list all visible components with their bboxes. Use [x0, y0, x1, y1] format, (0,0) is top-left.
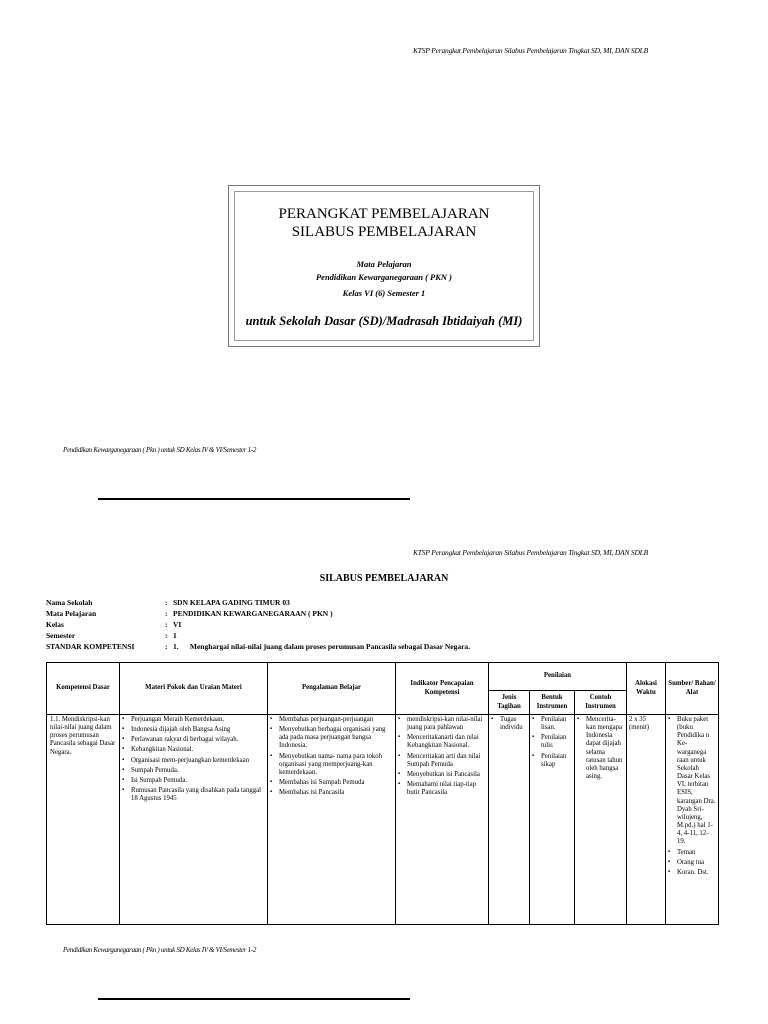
- list-item: ▪ Organisasi mem-perjuangkan kemerdekaan: [131, 757, 265, 765]
- col-header-bentuk: Bentuk Instrumen: [530, 691, 575, 715]
- cover-box: [228, 185, 540, 347]
- cover-school-type: untuk Sekolah Dasar (SD)/Madrasah Ibtidaiyah (MI): [245, 314, 523, 328]
- col-header-penilaian: Penilaian: [489, 663, 627, 691]
- list-item: ▪ Membahas perjuangan-perjuangan: [279, 716, 393, 724]
- list-item: ▪ Membahas isi Sumpah Pemuda: [279, 779, 393, 787]
- col-header-contoh: Contoh Instrumen: [575, 691, 627, 715]
- list-item: ▪ Mencerita-kan mengapa Indonesia dapat dijajah selama ratusan tahun oleh bangsa asing.: [586, 716, 624, 781]
- list-item: ▪ Tugas individu: [500, 716, 527, 732]
- info-sep: :: [165, 631, 168, 640]
- list-item: ▪ Sumpah Pemuda.: [131, 767, 265, 775]
- cell-contoh: [575, 715, 627, 925]
- col-header-indikator: Indikator Pencapaian Kompetensi: [396, 663, 489, 715]
- info-sep: :: [165, 609, 168, 618]
- list-item: ▪ Koran. Dst.: [677, 869, 716, 877]
- list-item: ▪ Penilaian lisan.: [541, 716, 572, 732]
- col-header-sumber: Sumber/ Bahan/ Alat: [666, 663, 719, 715]
- list-item: ▪ Perlawanan rakyat di berbagai wilayah.: [131, 736, 265, 744]
- page-header: KTSP Perangkat Pembelajaran Silabus Pembelajaran Tingkat SD, MI, DAN SDLB: [413, 548, 649, 557]
- list-item: ▪ Menyebutkan berbagai organisasi yang ada pada masa perjuangan bangsa Indonesia.: [279, 726, 393, 750]
- cell-bentuk: [530, 715, 575, 925]
- cover-subject-label: Mata Pelajaran: [356, 259, 412, 269]
- list-item: ▪ Buku paket (buku Pendidika n Ke-warganega raan untuk Sekolah Dasar Kelas VI, terbitan ESIS, karangan Dra. Dyah Sri-wilujeng, M.pd.) hal 1-4, 4-11, 12-19.: [677, 716, 716, 847]
- syllabus-table: [46, 662, 719, 925]
- info-value-subject: PENDIDIKAN KEWARGANEGARAAN ( PKN ): [173, 609, 333, 618]
- cell-materi: [120, 715, 268, 925]
- info-sep: :: [165, 620, 168, 629]
- list-item: ▪ Indonesia dijajah oleh Bangsa Asing: [131, 726, 265, 734]
- cell-alokasi: 2 x 35 (menit): [627, 715, 666, 925]
- cell-sumber: [666, 715, 719, 925]
- cover-title-line1: PERANGKAT PEMBELAJARAN: [278, 206, 490, 222]
- list-item: ▪ Kebangkitan Nasional.: [131, 746, 265, 754]
- list-item: ▪ Perjuangan Meraih Kemerdekaan.: [131, 716, 265, 724]
- info-value-school: SDN KELAPA GADING TIMUR 03: [173, 598, 290, 607]
- info-label-class: Kelas: [46, 620, 64, 629]
- list-item: ▪ Penilaian tulis: [541, 734, 572, 750]
- cover-title-line2: SILABUS PEMBELAJARAN: [291, 224, 477, 240]
- info-value-standard: 1. Menghargai nilai-nilai juang dalam proses perumusan Pancasila sebagai Dasar Negara.: [173, 642, 471, 651]
- cell-jenis: [489, 715, 530, 925]
- list-item: ▪ mendiskripsi-kan nilai-nilai juang para pahlawan: [407, 716, 486, 732]
- list-item: ▪ Menyebutkan nama- nama para tokoh organisasi yang memperjuang-kan kemerdekaan.: [279, 753, 393, 777]
- footer-rule: [98, 998, 410, 1000]
- info-label-semester: Semester: [46, 631, 76, 640]
- col-header-materi: Materi Pokok dan Uraian Materi: [120, 663, 268, 715]
- col-header-alokasi: Alokasi Waktu: [627, 663, 666, 715]
- list-item: ▪ Menyebutkan isi Pancasila: [407, 771, 486, 779]
- footer-rule: [98, 498, 410, 500]
- cell-indikator: [396, 715, 489, 925]
- list-item: ▪ Rumusan Pancasila yang disahkan pada tanggal 18 Agustus 1945: [131, 787, 265, 803]
- cell-pengalaman: [268, 715, 396, 925]
- list-item: ▪ Menceritakan arti dan nilai Sumpah Pemuda: [407, 753, 486, 769]
- info-label-school: Nama Sekolah: [46, 598, 93, 607]
- info-label-standard: STANDAR KOMPETENSI: [46, 642, 135, 651]
- list-item: ▪ Teman: [677, 849, 716, 857]
- page-header: KTSP Perangkat Pembelajaran Silabus Pembelajaran Tingkat SD, MI, DAN SDLB: [413, 46, 649, 55]
- list-item: ▪ Orang tua: [677, 859, 716, 867]
- info-value-class: VI: [173, 620, 182, 629]
- page-title: SILABUS PEMBELAJARAN: [319, 573, 449, 584]
- col-header-jenis: Jenis Tagihan: [489, 691, 530, 715]
- page-footer: Pendidikan Kewarganegaraan ( Pkn ) untuk SD Kelas IV & VI/Semester 1-2: [63, 446, 257, 454]
- list-item: ▪ Memahami nilai tiap-tiap butir Pancasila: [407, 781, 486, 797]
- cell-kd: 1.1. Mendiskripsi-kan nilai-nilai juang dalam proses perumusan Pancasila sebagai Dasar Negara.: [47, 715, 120, 925]
- cover-inner-frame: [234, 191, 534, 341]
- list-item: ▪ Isi Sumpah Pemuda.: [131, 777, 265, 785]
- page-footer: Pendidikan Kewarganegaraan ( Pkn ) untuk SD Kelas IV & VI/Semester 1-2: [63, 946, 257, 954]
- col-header-kd: Kompetensi Dasar: [47, 663, 120, 715]
- info-label-subject: Mata Pelajaran: [46, 609, 97, 618]
- info-sep: :: [165, 598, 168, 607]
- cover-class: Kelas VI (6) Semester 1: [342, 288, 426, 298]
- col-header-pengalaman: Pengalaman Belajar: [268, 663, 396, 715]
- info-sep: :: [165, 642, 168, 651]
- table-row: [47, 715, 719, 925]
- cover-subject: Pendidikan Kewarganegaraan ( PKN ): [315, 272, 452, 282]
- list-item: ▪ Membahas isi Pancasila: [279, 789, 393, 797]
- list-item: ▪ Menceritakanarti dan nilai Kebangkitan Nasional.: [407, 734, 486, 750]
- list-item: ▪ Penilaian sikap: [541, 753, 572, 769]
- info-value-semester: 1: [173, 631, 177, 640]
